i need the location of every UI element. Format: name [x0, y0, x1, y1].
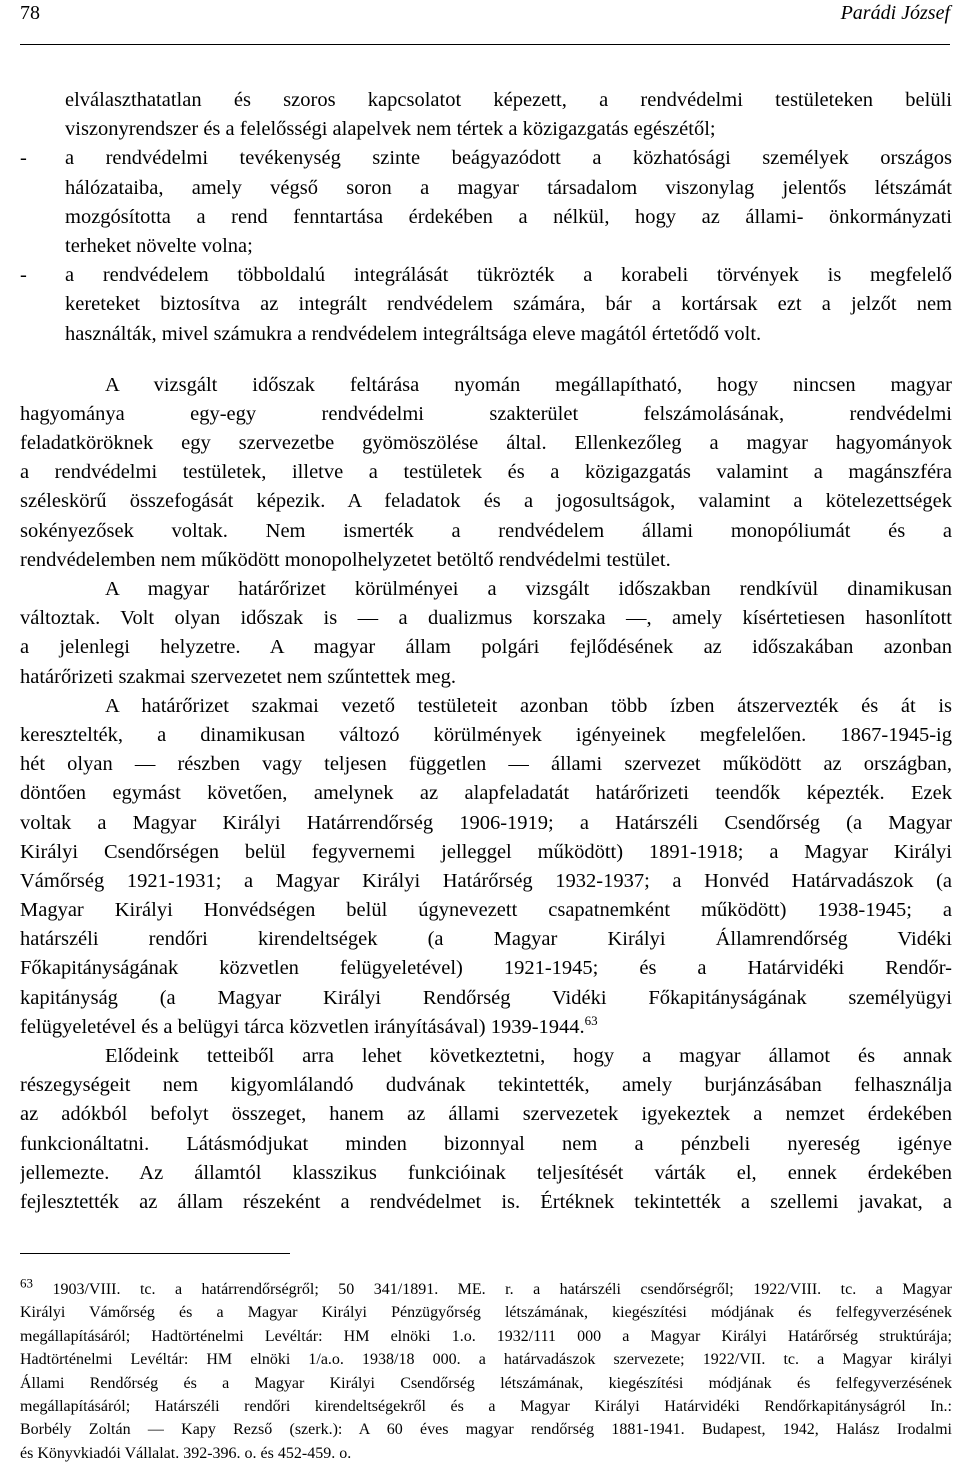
continuation-text — [20, 86, 952, 144]
footnote-number: 63 — [20, 1278, 33, 1291]
text-line: Borbély Zoltán — Kapy Rezső (szerk.): A 60 éves magyar rendőrség 1881-1941. Budapest, 1942, Halász Irodalmi — [20, 1421, 952, 1439]
text-line-content: a rendvédelem többoldalú integrálását tükrözték a korabeli törvények is megfelelő — [65, 264, 952, 287]
text-line: részegységeit nem kigyomlálandó dudvának tekintették, amely burjánzásában felhasználja — [20, 1074, 952, 1097]
text-line: fejlesztették az állam részeként a rendvédelmet is. Értéknek tekintették a szellemi javakat, a — [20, 1190, 952, 1213]
list-dash: - — [20, 147, 27, 170]
text-line: megállapításáról; Határszéli rendőri kirendeltségekről és a Magyar Királyi Határvidéki Rendőrkapitányságról In.: — [20, 1397, 952, 1415]
text-line: voltak a Magyar Királyi Határrendőrség 1906-1919; a Határszéli Csendőrség (a Magyar — [20, 811, 952, 834]
text-line — [20, 144, 952, 173]
text-line: A határőrizet szakmai vezető testületeit azonban több ízben átszervezték és át is — [105, 694, 952, 717]
list-dash: - — [20, 264, 27, 287]
text-line: Állami Rendőrség és a Magyar Királyi Csendőrség létszámának, kiegészítési módjának és felfegyverzésének — [20, 1374, 952, 1392]
text-line: hét olyan — részben vagy teljesen független — állami szervezet működött az országban, — [20, 753, 952, 776]
text-line: jellemezte. Az államtól klasszikus funkcióinak teljesítését várták el, ennek érdekében — [20, 1161, 952, 1184]
text-line: feladatköröknek egy szervezetbe gyömöszölése által. Ellenkezőleg a magyar hagyományok — [20, 432, 952, 455]
text-line: A magyar határőrizet körülményei a vizsgált időszakban rendkívül dinamikusan — [105, 578, 952, 600]
text-line: hagyománya egy-egy rendvédelmi szakterület felszámolásának, rendvédelmi — [20, 402, 952, 425]
text-line: kapitányság (a Magyar Királyi Rendőrség Vidéki Főkapitányságának személyügyi — [20, 986, 952, 1009]
page-header — [20, 0, 950, 45]
text-line: kereteket biztosítva az integrált rendvédelem számára, bár a kortársak ezt a jelzőt nem — [65, 293, 952, 316]
text-line: megállapításáról; Hadtörténelmi Levéltár: HM elnöki 1.o. 1932/111 000 a Magyar Királyi Határőrség struktúrája; — [20, 1327, 952, 1345]
text-line: döntően egymást követően, amelynek az alapfeladatát határőrizeti teendők képezték. Ezek — [20, 782, 952, 805]
text-line: viszonyrendszer és a felelősségi alapelvek nem tértek a közigazgatás egészétől; — [65, 118, 716, 141]
paragraph — [20, 1042, 952, 1217]
text-line — [20, 1013, 952, 1042]
text-line: A vizsgált időszak feltárása nyomán megállapítható, hogy nincsen magyar — [105, 373, 952, 396]
list-item — [20, 261, 952, 349]
text-line: határőrizeti szakmai szervezetet nem szűntettek meg. — [20, 665, 456, 688]
text-line: Királyi Vámőrség és a Magyar Királyi Pénzügyőrség létszámának, kiegészítési módjának és felfegyverzésének — [20, 1304, 952, 1322]
text-line — [20, 1278, 952, 1301]
text-line: használták, mivel számukra a rendvédelem integráltsága eleve magától értetődő volt. — [65, 322, 762, 345]
paragraph — [20, 692, 952, 1042]
text-line: széleskörű összefogását képezik. A feladatok és a jogosultságok, valamint a kötelezettségek — [20, 490, 952, 513]
text-line: a rendvédelmi testületek, illetve a testületek és a közigazgatás valamint a magánszféra — [20, 461, 952, 484]
footnote-ref[interactable]: 63 — [584, 1012, 598, 1028]
text-line: és Könyvkiadói Vállalat. 392-396. o. és 452-459. o. — [20, 1444, 352, 1462]
text-line: rendvédelemben nem működött monopolhelyzetet betöltő rendvédelmi testület. — [20, 548, 671, 571]
text-line: hálózataiba, amely végső soron a magyar társadalom viszonylag jelentős létszámát — [65, 176, 952, 199]
text-line: funkcionáltatni. Látásmódjukat minden bizonnyal nem a pénzbeli nyereség igénye — [20, 1132, 952, 1155]
text-line: elválaszthatatlan és szoros kapcsolatot képezett, a rendvédelmi testületeken belüli — [65, 89, 952, 111]
text-line: a jelenlegi helyzetre. A magyar állam polgári fejlődésének az időszakában azonban — [20, 636, 952, 659]
text-line: Főkapitányságának közvetlen felügyeletével) 1921-1945; és a Határvidéki Rendőr- — [20, 957, 952, 980]
body-text — [20, 86, 952, 1217]
text-line: sokényezősek voltak. Nem ismerték a rendvédelem állami monopóliumát és a — [20, 519, 952, 542]
text-line-content: 1903/VIII. tc. a határrendőrségről; 50 341/1891. ME. r. a határszéli csendőrségről; 1922/VIII. tc. a Magyar — [52, 1281, 952, 1298]
paragraph — [20, 371, 952, 575]
text-line: Magyar Királyi Honvédségen belül úgynevezett csapatnemként működött) 1938-1945; a — [20, 899, 952, 922]
text-line: terheket növelte volna; — [65, 234, 253, 257]
text-line: Vámőrség 1921-1931; a Magyar Királyi Határőrség 1932-1937; a Honvéd Határvadászok (a — [20, 869, 952, 892]
text-line: Elődeink tetteiből arra lehet következtetni, hogy a magyar államot és annak — [105, 1045, 952, 1067]
text-line: Királyi Csendőrségen belül fegyvernemi jelleggel működött) 1891-1918; a Magyar Királyi — [20, 840, 952, 863]
list-item — [20, 144, 952, 261]
text-line: mozgósította a rend fenntartása érdekében a nélkül, hogy az állami- önkormányzati — [65, 205, 952, 228]
text-line — [20, 261, 952, 290]
running-head: Parádi József — [840, 2, 950, 24]
text-line-content: a rendvédelmi tevékenység szinte beágyazódott a közhatósági személyek országos — [65, 147, 952, 170]
footnote — [20, 1278, 952, 1465]
text-line: az adókból befolyt összeget, hanem az állami szervezetek igyekeztek a nemzet érdekében — [20, 1103, 952, 1126]
paragraph — [20, 575, 952, 692]
text-line: keresztelték, a dinamikusan változó körülmények igényeinek megfelelően. 1867-1945-ig — [20, 723, 952, 746]
text-line: változtak. Volt olyan időszak is — a dualizmus korszaka —, amely kísértetiesen hasonlított — [20, 607, 952, 630]
footnote-separator — [20, 1253, 290, 1254]
text-line: Hadtörténelmi Levéltár: HM elnöki 1/a.o. 1938/18 000. a határvadászok szervezete; 1922/VII. tc. a Magyar királyi — [20, 1351, 952, 1369]
text-line-content: felügyeletével és a belügyi tárca közvetlen irányításával) 1939-1944. — [20, 1015, 585, 1038]
text-line: határszéli rendőri kirendeltségek (a Magyar Királyi Államrendőrség Vidéki — [20, 928, 952, 951]
page-number: 78 — [20, 2, 40, 24]
